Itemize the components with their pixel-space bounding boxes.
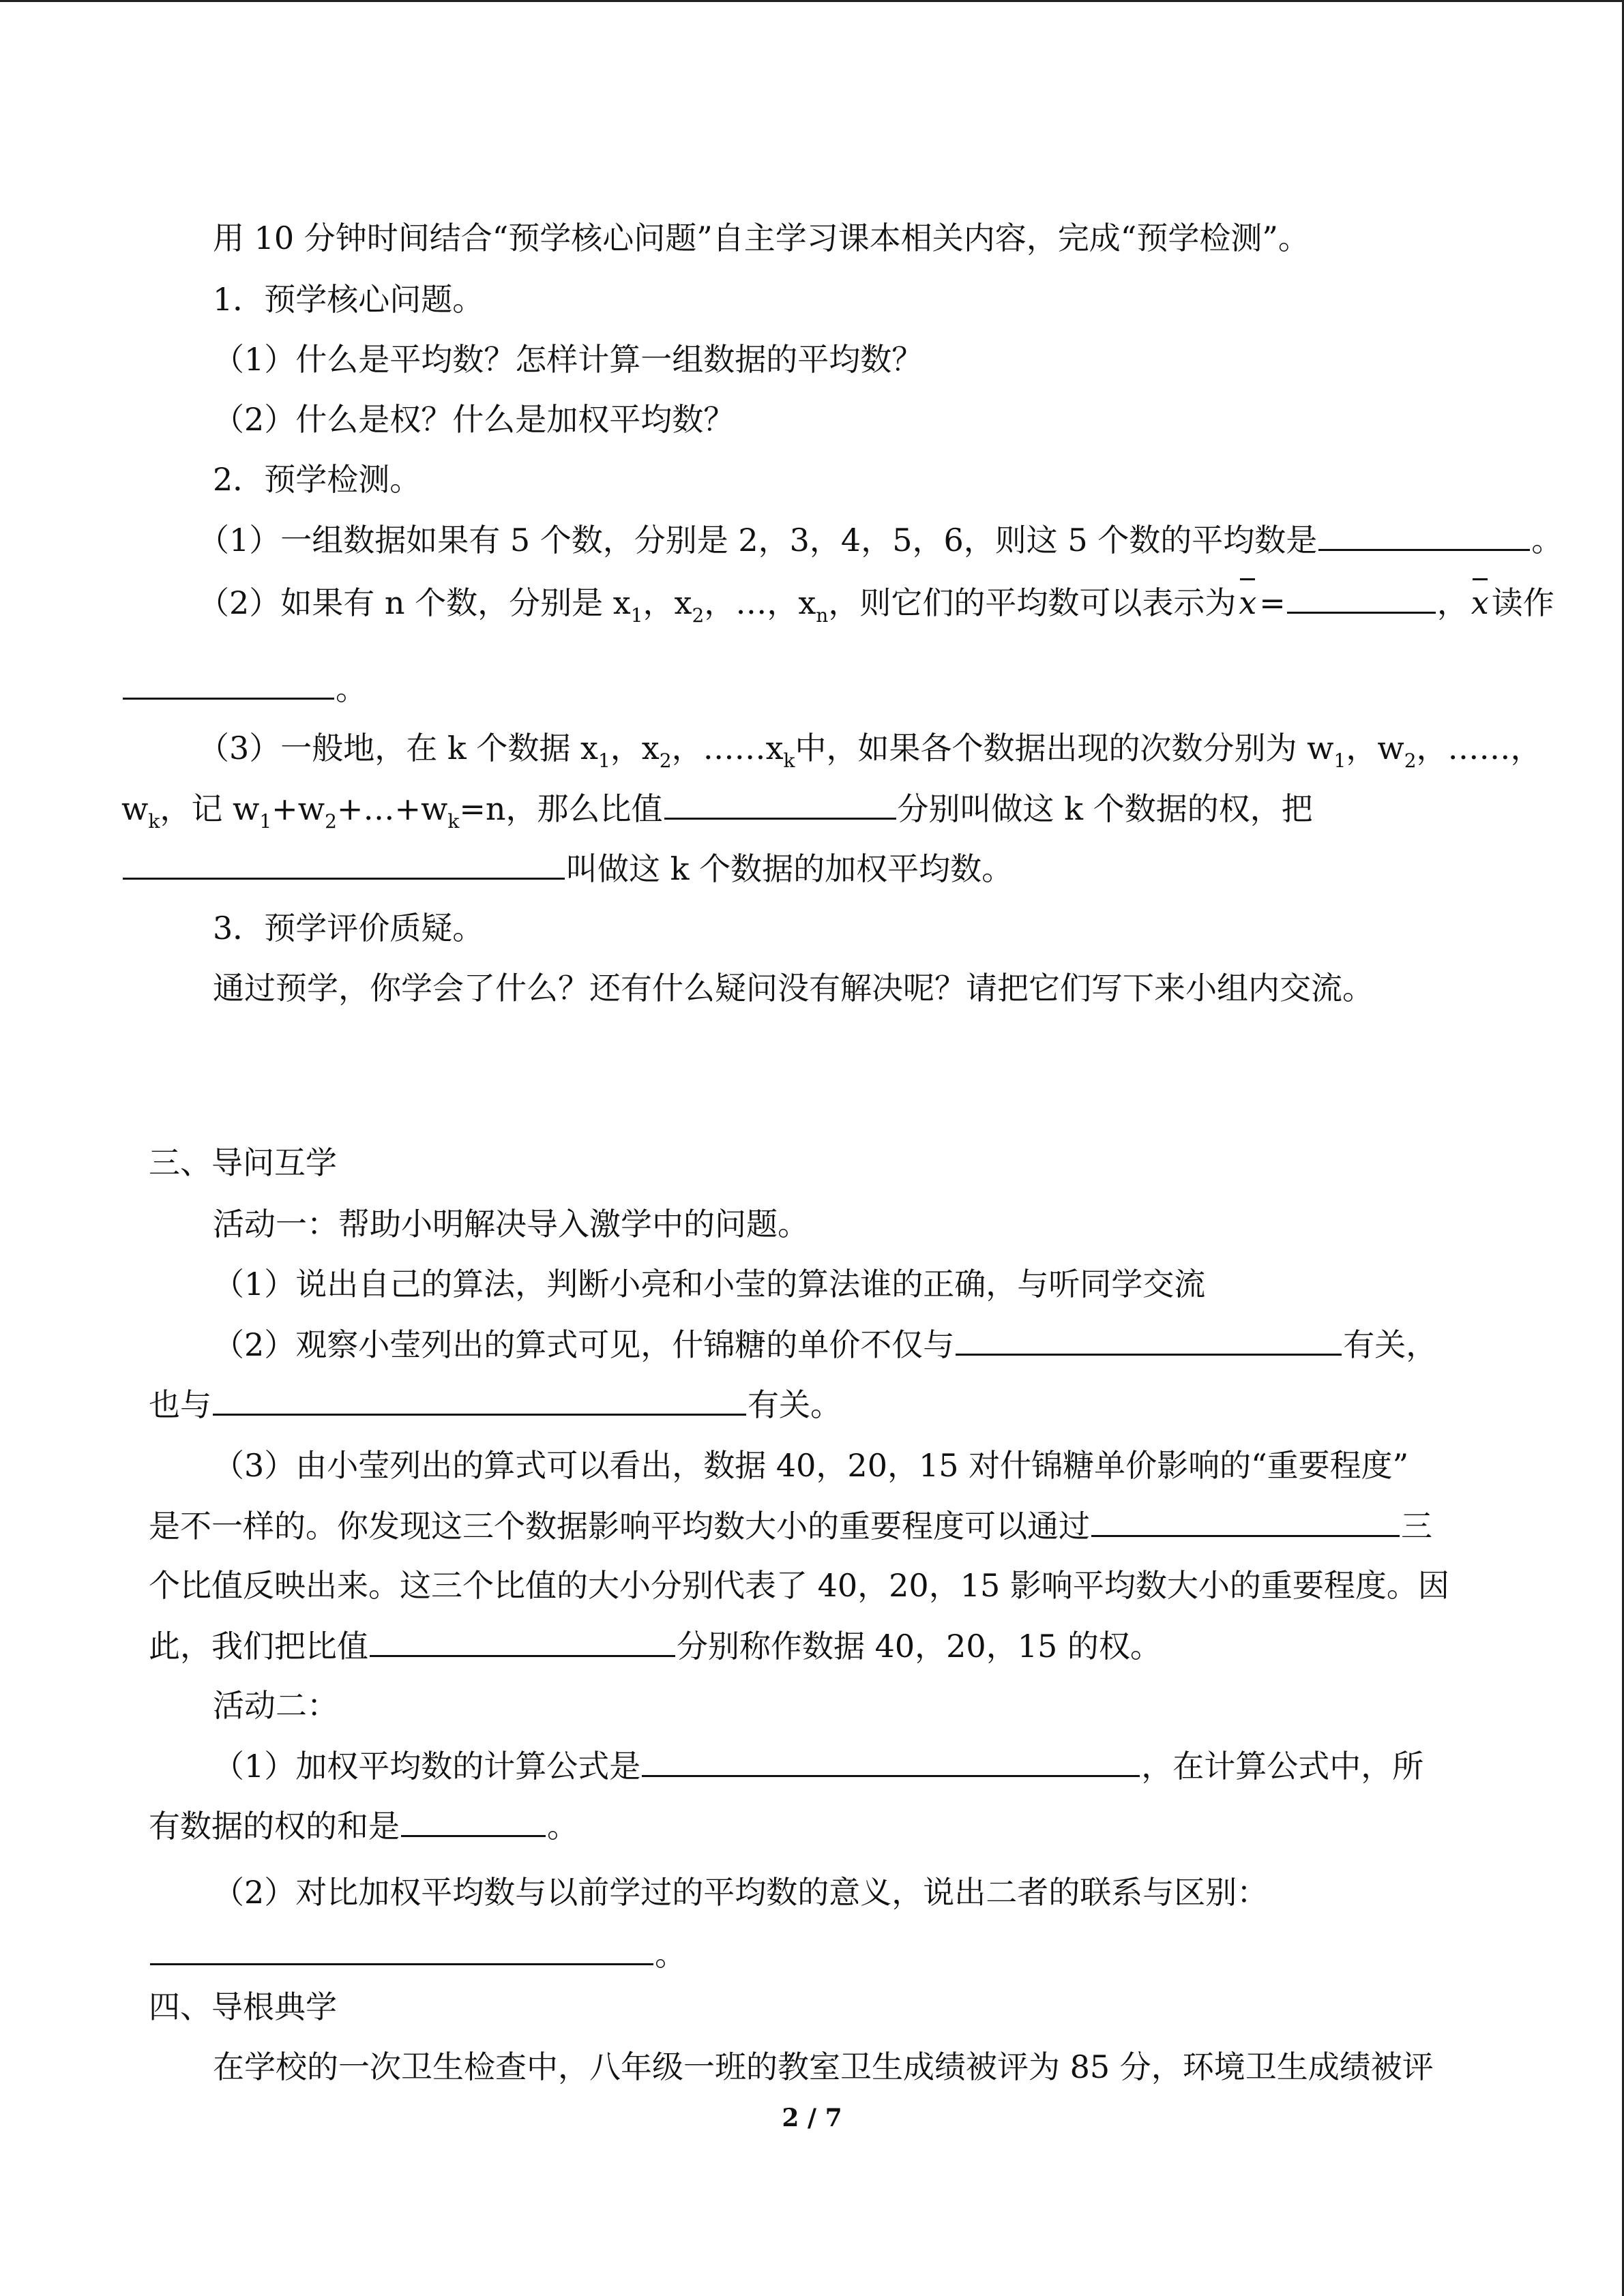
answer-blank[interactable] bbox=[642, 1744, 1140, 1777]
pre-test-question-3: （3）一般地，在 k 个数据 $x_1$，$x_2$，$\dots\dots x_k$中，如果各个数据出现的次数分别为 $w_1$，$w_2$，……， bbox=[198, 730, 1542, 772]
section-4-title: 四、导根典学 bbox=[149, 1988, 337, 2025]
self-evaluation-heading: 3．预学评价质疑。 bbox=[213, 910, 484, 946]
pre-test-question-1: （1）一组数据如果有 5 个数，分别是 2，3，4，5，6，则这 5 个数的平均数是 。 bbox=[198, 518, 1563, 562]
answer-blank[interactable] bbox=[401, 1804, 546, 1837]
activity-1-item-3: （3）由小莹列出的算式可以看出，数据 40，20，15 对什锦糖单价影响的“重要程度” bbox=[213, 1447, 1409, 1484]
activity-1-item-3-line4: 此，我们把比值 分别称作数据 40，20，15 的权。 bbox=[149, 1624, 1162, 1668]
answer-blank[interactable] bbox=[1287, 580, 1436, 614]
activity-1-item-2: （2）观察小莹列出的算式可见，什锦糖的单价不仅与 有关， bbox=[213, 1322, 1437, 1367]
answer-blank[interactable] bbox=[123, 666, 334, 700]
core-question-1: （1）什么是平均数？怎样计算一组数据的平均数？ bbox=[213, 341, 924, 378]
activity-1-item-2-cont: 也与 有关。 bbox=[149, 1382, 842, 1427]
answer-blank[interactable] bbox=[956, 1322, 1342, 1356]
section-4-paragraph: 在学校的一次卫生检查中，八年级一班的教室卫生成绩被评为 85 分，环境卫生成绩被评 bbox=[213, 2048, 1434, 2085]
activity-2-item-1-cont: 有数据的权的和是 。 bbox=[149, 1804, 578, 1848]
pre-test-question-3-line3: 叫做这 k 个数据的加权平均数。 bbox=[121, 846, 1013, 891]
activity-1-item-3-line3: 个比值反映出来。这三个比值的大小分别代表了 40，20，15 影响平均数大小的重要程度。因 bbox=[149, 1567, 1449, 1604]
answer-blank[interactable] bbox=[1091, 1504, 1400, 1537]
answer-blank[interactable] bbox=[664, 786, 896, 820]
activity-2-heading: 活动二： bbox=[213, 1687, 338, 1724]
activity-1-item-3-line2: 是不一样的。你发现这三个数据影响平均数大小的重要程度可以通过 三 bbox=[149, 1504, 1432, 1548]
answer-blank[interactable] bbox=[150, 1932, 653, 1965]
answer-blank[interactable] bbox=[370, 1624, 675, 1657]
self-evaluation-text: 通过预学，你学会了什么？还有什么疑问没有解决呢？请把它们写下来小组内交流。 bbox=[213, 970, 1374, 1007]
core-question-2: （2）什么是权？什么是加权平均数？ bbox=[213, 401, 735, 438]
intro-paragraph: 用 10 分钟时间结合“预学核心问题”自主学习课本相关内容，完成“预学检测”。 bbox=[213, 220, 1310, 256]
x-bar-symbol: x bbox=[1471, 581, 1489, 625]
x-bar-symbol: x bbox=[1239, 581, 1256, 625]
section-3-title: 三、导问互学 bbox=[149, 1144, 337, 1181]
answer-blank[interactable] bbox=[123, 846, 565, 880]
core-questions-heading: 1．预学核心问题。 bbox=[213, 281, 484, 318]
pre-test-question-3-line2: $w_k$，记 $w_1+w_2+\dots+w_k=n$，那么比值 分别叫做这 k 个数据的权，把 bbox=[121, 786, 1313, 831]
activity-2-item-2: （2）对比加权平均数与以前学过的平均数的意义，说出二者的联系与区别： bbox=[213, 1874, 1269, 1911]
activity-2-item-2-cont: 。 bbox=[149, 1932, 686, 1976]
answer-blank[interactable] bbox=[213, 1382, 746, 1416]
activity-1-heading: 活动一：帮助小明解决导入激学中的问题。 bbox=[213, 1206, 809, 1242]
pre-test-heading: 2．预学检测。 bbox=[213, 461, 422, 498]
activity-1-item-1: （1）说出自己的算法，判断小亮和小莹的算法谁的正确，与听同学交流 bbox=[213, 1266, 1206, 1302]
page-number: 2 / 7 bbox=[782, 2104, 842, 2132]
activity-2-item-1: （1）加权平均数的计算公式是 ，在计算公式中，所 bbox=[213, 1744, 1423, 1788]
answer-blank[interactable] bbox=[1318, 518, 1530, 551]
pre-test-question-2-cont: 。 bbox=[121, 666, 367, 711]
pre-test-question-2: （2）如果有 n 个数，分别是 $x_1$，$x_2$，…，$x_n$，则它们的平均数可以表示为x= ，x读作 bbox=[198, 580, 1554, 625]
